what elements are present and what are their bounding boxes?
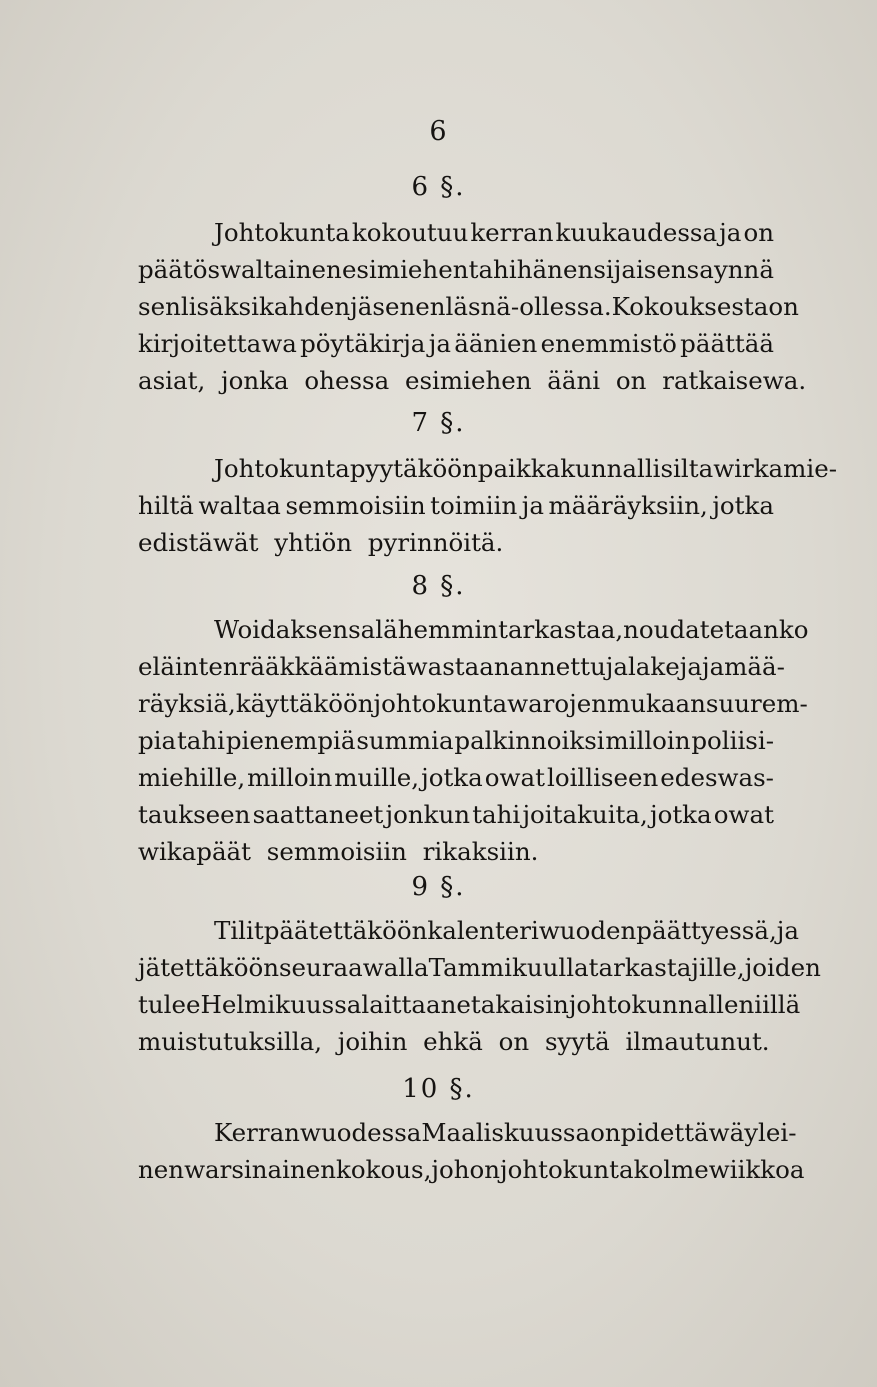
section-10-heading: 10 §. [402,1074,475,1104]
text-line: miehille, milloin muille, jotka owat loilliseen edeswas- [138,763,774,792]
text-line: päätöswaltainen esimiehen tahi hänen sijaisensa ynnä [138,255,774,284]
text-line: nen warsinainen kokous, johon johtokunta kolme wiikkoa [138,1155,805,1184]
text-line: edistäwät yhtiön pyrinnöitä. [138,528,504,557]
page-number: 6 [429,116,448,147]
text-line: wikapäät semmoisiin rikaksiin. [138,837,539,866]
section-7-heading: 7 §. [411,408,466,438]
text-line: muistutuksilla, joihin ehkä on syytä ilmautunut. [138,1027,770,1056]
text-line: Kerran wuodessa Maaliskuussa on pidettäwä ylei- [214,1118,797,1147]
text-line: jätettäköön seuraawalla Tammikuulla tarkastajille, joiden [138,953,821,982]
section-9-paragraph [138,912,821,1060]
section-8-heading: 8 §. [411,571,466,601]
text-line: Tilit päätettäköön kalenteriwuoden päättyessä, ja [214,916,799,945]
text-line: Johtokunta kokoutuu kerran kuukaudessa ja on [214,218,774,247]
text-line: tulee Helmikuussa laittaa ne takaisin johtokunnalle niillä [138,990,801,1019]
section-6-heading: 6 §. [411,172,466,202]
section-7-paragraph [138,450,838,561]
text-line: taukseen saattaneet jonkun tahi joitakuita, jotka owat [138,800,774,829]
text-line: eläinten rääkkäämistä wastaan annettuja lakeja ja mää- [138,652,785,681]
text-line: pia tahi pienempiä summia palkinnoiksi milloin poliisi- [138,726,774,755]
section-9-heading: 9 §. [411,872,466,902]
text-line: Woidaksensa lähemmin tarkastaa, noudatetaanko [214,615,809,644]
text-line: hiltä waltaa semmoisiin toimiin ja määräyksiin, jotka [138,491,774,520]
text-line: sen lisäksi kahden jäsenen läsnä-ollessa. Kokouksesta on [138,292,799,321]
text-line: räyksiä, käyttäköön johtokunta warojen mukaan suurem- [138,689,808,718]
text-line: kirjoitettawa pöytäkirja ja äänien enemmistö päättää [138,329,774,358]
text-line: Johtokunta pyytäköön paikkakunnallisilta wirkamie- [214,454,838,483]
section-6-paragraph [138,214,807,399]
section-10-paragraph [138,1114,805,1188]
section-8-paragraph [138,611,809,870]
text-line: asiat, jonka ohessa esimiehen ääni on ratkaisewa. [138,366,807,395]
